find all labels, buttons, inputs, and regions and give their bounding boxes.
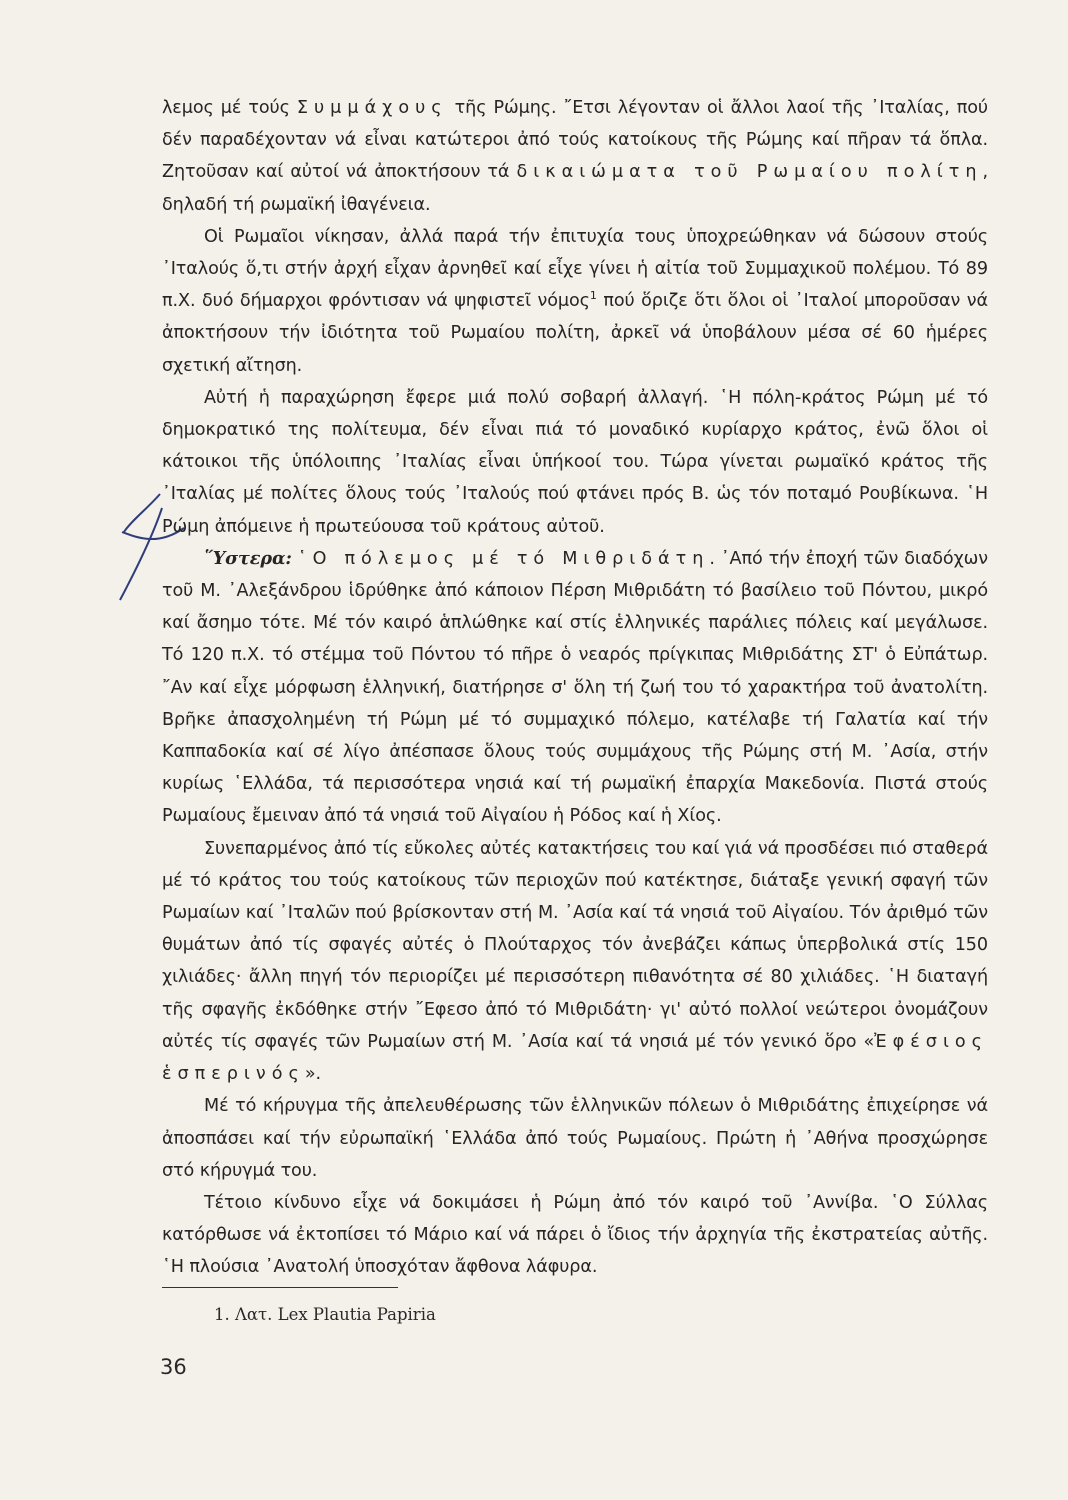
section-heading: ῞Υστερα: xyxy=(204,547,292,569)
footnote-divider xyxy=(162,1287,398,1288)
footnote-ref: 1 xyxy=(589,289,597,303)
paragraph-3: Αὐτή ἡ παραχώρηση ἔφερε μιά πολύ σοβαρή ἀλλαγή. ῾Η πόλη-κράτος Ρώμη μέ τό δημοκρατικό της πολίτευμα, δέν εἶναι πιά τό μοναδικό κυρίαρχο κράτος, ἐνῶ ὅλοι οἱ κάτοικοι τῆς ὑπόλοιπης ᾿Ιταλίας εἶναι ὑπήκοοί του. Τώρα γίνεται ρωμαϊκό κράτος τῆς ᾿Ιταλίας μέ πολίτες ὅλους τούς ᾿Ιταλούς πού φτάνει πρός Β. ὡς τόν ποταμό Ρουβίκωνα. ῾Η Ρώμη ἀπόμεινε ἡ πρωτεύουσα τοῦ κράτους αὐτοῦ. xyxy=(162,387,988,537)
footnote: 1. Λατ. Lex Plautia Papiria xyxy=(214,1305,436,1324)
body-text xyxy=(162,92,988,1284)
spaced-term: Συμμάχους xyxy=(296,98,448,118)
spaced-term: Ἐφέσιος ἑσπερινός xyxy=(162,1031,988,1085)
paragraph-1 xyxy=(162,92,988,221)
text-run: τῆς Ρώμης. ῎Ετσι λέγονταν οἱ ἄλλοι λαοί τῆς ᾿Ιταλίας, πού δέν παραδέχονταν νά εἶναι κατώτεροι ἀπό τούς κατοίκους τῆς Ρώμης καί πῆραν τά ὅπλα. Ζητοῦσαν καί αὐτοί νά ἀποκτήσουν τά xyxy=(162,98,988,183)
text-run: ». xyxy=(304,1064,321,1085)
text-run: , δηλαδή τή ρωμαϊκή ἰθαγένεια. xyxy=(162,162,988,215)
text-run: πού ὅριζε ὅτι ὅλοι οἱ ᾿Ιταλοί μποροῦσαν νά ἀποκτήσουν τήν ἰδιότητα τοῦ Ρωμαίου πολίτη, ἀρκεῖ νά ὑποβάλουν μέσα σέ 60 ἡμέρες σχετική αἴτηση. xyxy=(162,291,988,376)
paragraph-4 xyxy=(162,543,988,833)
paragraph-2 xyxy=(162,221,988,382)
page-number: 36 xyxy=(160,1355,187,1379)
text-run: Οἱ Ρωμαῖοι νίκησαν, ἀλλά παρά τήν ἐπιτυχία τους ὑποχρεώθηκαν νά δώσουν στούς ᾿Ιταλούς ὅ,τι στήν ἀρχή εἶχαν ἀρνηθεῖ καί εἶχε γίνει ἡ αἰτία τοῦ Συμμαχικοῦ πολέμου. Τό 89 π.Χ. δυό δήμαρχοι φρόντισαν νά ψηφιστεῖ νόμος xyxy=(162,226,988,312)
spaced-term: ῾Ο πόλεμος μέ τό Μιθριδάτη xyxy=(297,548,710,569)
text-run: λεμος μέ τούς xyxy=(162,98,297,118)
spaced-term: δικαιώματα τοῦ Ρωμαίου πολίτη xyxy=(516,162,983,183)
text-run: . ᾿Από τήν ἐποχή τῶν διαδόχων τοῦ Μ. ᾿Αλεξάνδρου ἱδρύθηκε ἀπό κάποιον Πέρση Μιθριδάτη τό βασίλειο τοῦ Πόντου, μικρό καί ἄσημο τότε. Μέ τόν καιρό ἁπλώθηκε καί στίς ἑλληνικές παράλιες πόλεις καί μεγάλωσε. Τό 120 π.Χ. τό στέμμα τοῦ Πόντου τό πῆρε ὁ νεαρός πρίγκιπας Μιθριδάτης ΣΤ' ὁ Εὐπάτωρ. ῎Αν καί εἶχε μόρφωση ἑλληνική, διατήρησε σ' ὅλη τή ζωή του τό χαρακτήρα τοῦ ἀνατολίτη. Βρῆκε ἀπασχολημένη τή Ρώμη μέ τό συμμαχικό πόλεμο, κατέλαβε τή Γαλατία καί τήν Καππαδοκία καί σέ λίγο ἀπέσπασε ὅλους τούς συμμάχους τῆς Ρώμης στή Μ. ᾿Ασία, στήν κυρίως ῾Ελλάδα, τά περισσότερα νησιά καί τή ρωμαϊκή ἐπαρχία Μακεδονία. Πιστά στούς Ρωμαίους ἔμειναν ἀπό τά νησιά τοῦ Αἰγαίου ἡ Ρόδος καί ἡ Χίος. xyxy=(162,548,988,827)
paragraph-7: Τέτοιο κίνδυνο εἶχε νά δοκιμάσει ἡ Ρώμη ἀπό τόν καιρό τοῦ ᾿Αννίβα. ῾Ο Σύλλας κατόρθωσε νά ἐκτοπίσει τό Μάριο καί νά πάρει ὁ ἴδιος τήν ἀρχηγία τῆς ἐκστρατείας αὐτῆς. ῾Η πλούσια ᾿Ανατολή ὑποσχόταν ἄφθονα λάφυρα. xyxy=(162,1192,988,1278)
text-run: Συνεπαρμένος ἀπό τίς εὔκολες αὐτές κατακτήσεις του καί γιά νά προσδέσει πιό σταθερά μέ τό κράτος του τούς κατοίκους τῶν περιοχῶν πού κατέκτησε, διάταξε γενική σφαγή τῶν Ρωμαίων καί ᾿Ιταλῶν πού βρίσκονταν στή Μ. ᾿Ασία καί τά νησιά τοῦ Αἰγαίου. Τόν ἀριθμό τῶν θυμάτων ἀπό τίς σφαγές αὐτές ὁ Πλούταρχος τόν ἀνεβάζει κάπως ὑπερβολικά στίς 150 χιλιάδες· ἄλλη πηγή τόν περιορίζει μέ περισσότερη πιθανότητα σέ 80 χιλιάδες. ῾Η διαταγή τῆς σφαγῆς ἐκδόθηκε στήν ῎Εφεσο ἀπό τό Μιθριδάτη· γι' αὐτό πολλοί νεώτεροι ὀνομάζουν αὐτές τίς σφαγές τῶν Ρωμαίων στή Μ. ᾿Ασία καί τά νησιά μέ τόν γενικό ὅρο « xyxy=(162,838,988,1052)
paragraph-5 xyxy=(162,833,988,1091)
paragraph-6: Μέ τό κήρυγμα τῆς ἀπελευθέρωσης τῶν ἑλληνικῶν πόλεων ὁ Μιθριδάτης ἐπιχείρησε νά ἀποσπάσει καί τήν εὐρωπαϊκή ῾Ελλάδα ἀπό τούς Ρωμαίους. Πρώτη ἡ ᾿Αθήνα προσχώρησε στό κήρυγμά του. xyxy=(162,1096,988,1181)
